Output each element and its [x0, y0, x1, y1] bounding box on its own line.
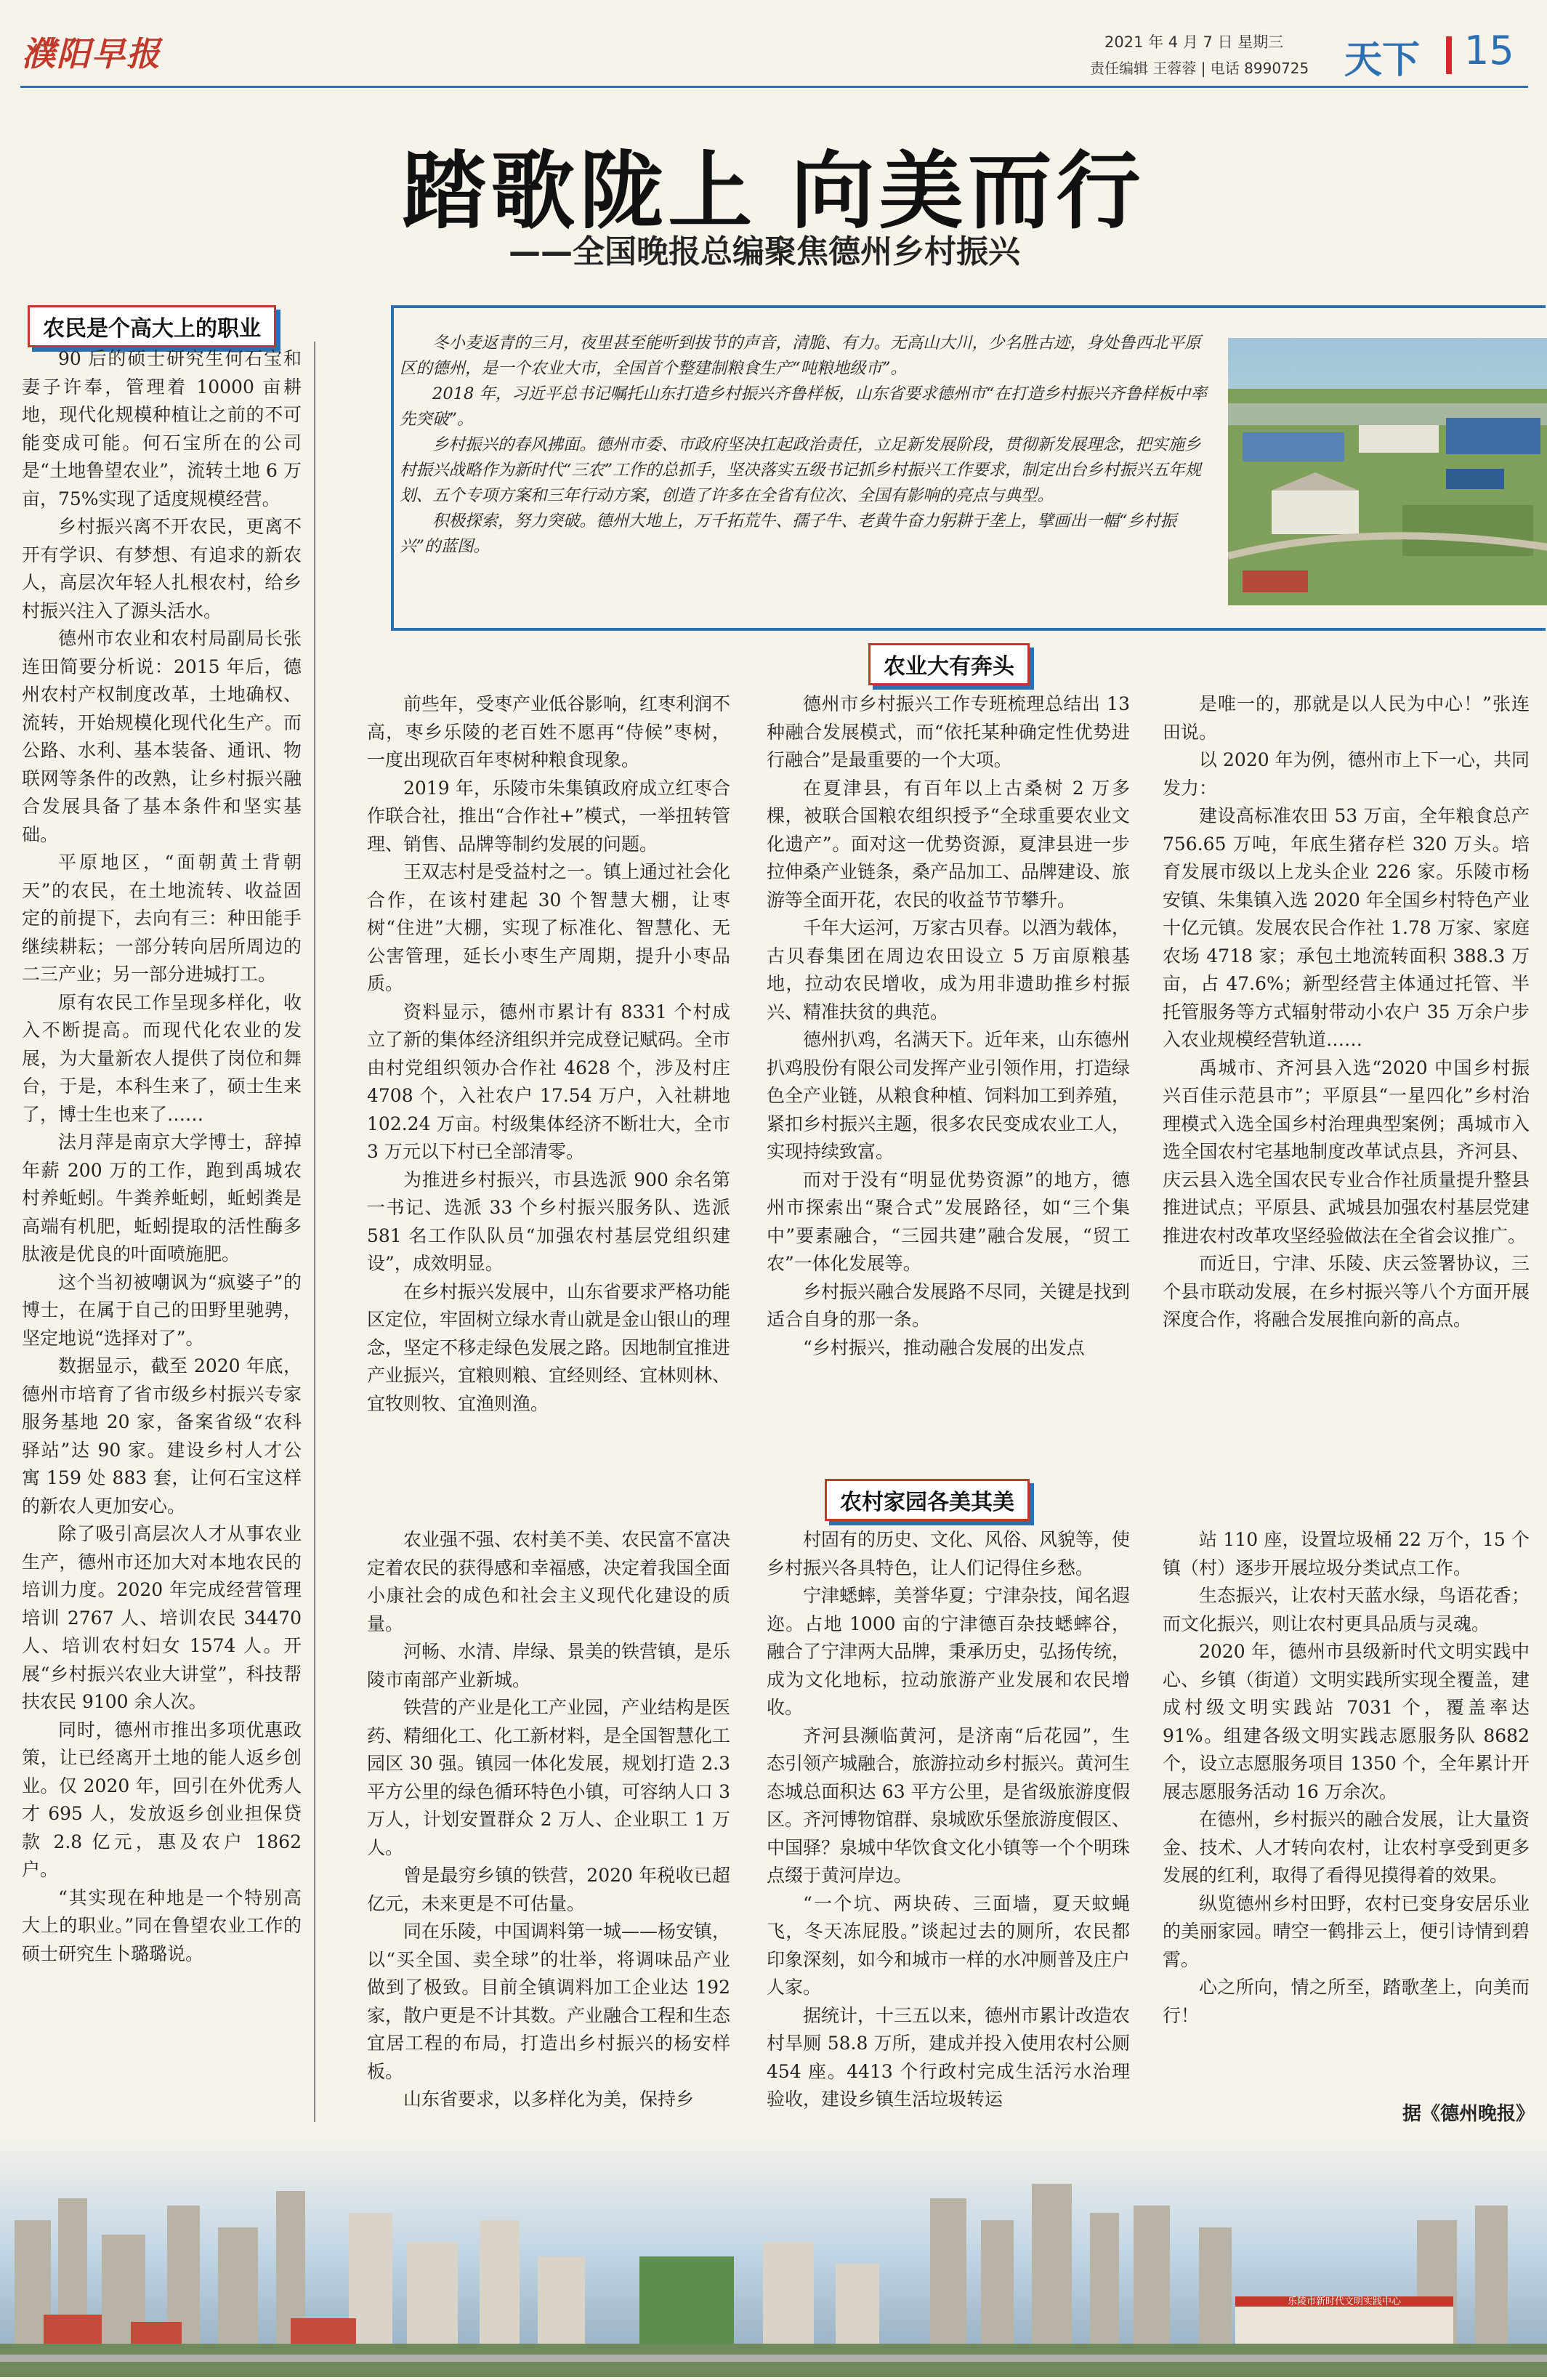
page-number: 15 [1464, 28, 1514, 73]
paragraph: 在德州，乡村振兴的融合发展，让大量资金、技术、人才转向农村，让农村享受到更多发展的红利，取得了看得见摸得着的效果。 [1163, 1809, 1530, 1886]
paragraph: 以 2020 年为例，德州市上下一心，共同发力： [1163, 749, 1530, 799]
paragraph: 齐河县濒临黄河，是济南“后花园”，生态引领产城融合，旅游拉动乡村振兴。黄河生态城总面积达 63 平方公里，是省级旅游度假区。齐河博物馆群、泉城欧乐堡旅游度假区、中国驿？泉城中华饮食文化小镇等一个个明珠点缀于黄河岸边。 [767, 1725, 1131, 1886]
paragraph: 站 110 座，设置垃圾桶 22 万个，15 个镇（村）逐步开展垃圾分类试点工作。 [1163, 1529, 1530, 1578]
home-column-2 [767, 1526, 1130, 2114]
paragraph: 为推进乡村振兴，市县选派 900 余名第一书记、选派 33 个乡村振兴服务队、选派 581 名工作队队员“加强农村基层党组织建设”，成效明显。 [367, 1169, 730, 1274]
paragraph: 2020 年，德州市县级新时代文明实践中心、乡镇（街道）文明实践所实现全覆盖，建成村级文明实践站 7031 个，覆盖率达 91%。组建各级文明实践志愿服务队 8682 个，设立志愿服务项目 1350 个，全年累计开展志愿服务活动 16 万余次。 [1163, 1641, 1530, 1802]
paragraph: 村固有的历史、文化、风俗、风貌等，使乡村振兴各具特色，让人们记得住乡愁。 [767, 1529, 1131, 1578]
paragraph: 而对于没有“明显优势资源”的地方，德州市探索出“聚合式”发展路径，如“三个集中”要素融合，“三园共建”融合发展，“贸工农”一体化发展等。 [767, 1169, 1130, 1274]
paragraph: 前些年，受枣产业低谷影响，红枣利润不高，枣乡乐陵的老百姓不愿再“侍候”枣树，一度出现砍百年枣树种粮食现象。 [367, 693, 731, 770]
section-head-home: 农村家园各美其美 [825, 1479, 1030, 1521]
paragraph: 是唯一的，那就是以人民为中心！”张连田说。 [1163, 693, 1530, 743]
aerial-photo-industrial-park [1228, 338, 1547, 605]
paragraph: 生态振兴，让农村天蓝水绿，鸟语花香；而文化振兴，则让农村更具品质与灵魂。 [1163, 1585, 1530, 1634]
paragraph: 这个当初被嘲讽为“疯婆子”的博士，在属于自己的田野里驰骋，坚定地说“选择对了”。 [22, 1271, 302, 1349]
left-column-text [22, 345, 302, 1968]
city-skyline-photo [0, 2133, 1547, 2377]
home-column-1 [367, 1526, 730, 2114]
header-separator [1446, 36, 1452, 74]
paragraph: 在乡村振兴发展中，山东省要求严格功能区定位，牢固树立绿水青山就是金山银山的理念，坚定不移走绿色发展之路。因地制宜推进产业振兴，宜粮则粮、宜经则经、宜林则林、宜牧则牧、宜渔则渔。 [367, 1280, 731, 1414]
intro-paragraph: 积极探索，努力突破。德州大地上，万千拓荒牛、孺子牛、老黄牛奋力躬耕于垄上，擘画出一幅“乡村振兴”的蓝图。 [400, 512, 1177, 556]
building-sign-text: 乐陵市新时代文明实践中心 [1287, 2296, 1402, 2307]
intro-paragraph: 冬小麦返青的三月，夜里甚至能听到拔节的声音，清脆、有力。无高山大川，少名胜古迹，身处鲁西北平原区的德州，是一个农业大市，全国首个整建制粮食生产“吨粮地级市”。 [400, 334, 1201, 378]
paragraph: 德州市农业和农村局副局长张连田简要分析说：2015 年后，德州农村产权制度改革，土地确权、流转，开始规模化现代化生产。而公路、水利、基本装备、通讯、物联网等条件的改熟，让乡村振兴融合发展具备了基本条件和坚实基础。 [22, 628, 302, 845]
paragraph: 在夏津县，有百年以上古桑树 2 万多棵，被联合国粮农组织授予“全球重要农业文化遗产”。面对这一优势资源，夏津县进一步拉伸桑产业链条，桑产品加工、品牌建设、旅游等全面开花，农民的收益节节攀升。 [767, 777, 1131, 911]
agri-column-2 [767, 690, 1130, 1362]
paragraph: 乡村振兴离不开农民，更离不开有学识、有梦想、有追求的新农人，高层次年轻人扎根农村，给乡村振兴注入了源头活水。 [22, 516, 302, 621]
section-label: 天下 [1344, 39, 1421, 82]
paragraph: 心之所向，情之所至，踏歌垄上，向美而行！ [1163, 1977, 1530, 2026]
home-column-3 [1163, 1526, 1530, 2030]
paragraph: 同在乐陵，中国调料第一城——杨安镇，以“买全国、卖全球”的壮举，将调味品产业做到了极致。目前全镇调料加工企业达 192 家，散户更是不计其数。产业融合工程和生态宜居工程的布局，打造出乡村振兴的杨安样板。 [367, 1921, 731, 2082]
intro-paragraph: 2018 年，习近平总书记嘱托山东打造乡村振兴齐鲁样板，山东省要求德州市“在打造乡村振兴齐鲁样板中率先突破”。 [400, 384, 1207, 429]
paragraph: 德州扒鸡，名满天下。近年来，山东德州扒鸡股份有限公司发挥产业引领作用，打造绿色全产业链，从粮食种植、饲料加工到养殖，紧扣乡村振兴主题，很多农民变成农业工人，实现持续致富。 [767, 1029, 1131, 1162]
paragraph: 据统计，十三五以来，德州市累计改造农村旱厕 58.8 万所，建成并投入使用农村公厕 454 座。4413 个行政村完成生活污水治理验收，建设乡镇生活垃圾转运 [767, 2004, 1131, 2110]
paragraph: 除了吸引高层次人才从事农业生产，德州市还加大对本地农民的培训力度。2020 年完成经营管理培训 2767 人、培训农民 34470 人、培训农村妇女 1574 人。开展“乡村振兴农业大讲堂”，科技帮扶农民 9100 余人次。 [22, 1523, 302, 1712]
paragraph: 数据显示，截至 2020 年底，德州市培育了省市级乡村振兴专家服务基地 20 家，备案省级“农科驿站”达 90 家。建设乡村人才公寓 159 处 883 套，让何石宝这样的新农人更加安心。 [22, 1355, 302, 1517]
paragraph: 千年大运河，万家古贝春。以酒为载体，古贝春集团在周边农田设立 5 万亩原粮基地，拉动农民增收，成为用非遗助推乡村振兴、精准扶贫的典范。 [767, 917, 1131, 1022]
subheadline: ——全国晚报总编聚焦德州乡村振兴 [509, 233, 1020, 270]
intro-text [400, 331, 1210, 560]
paragraph: 宁津蟋蟀，美誉华夏；宁津杂技，闻名遐迩。占地 1000 亩的宁津德百杂技蟋蟀谷，融合了宁津两大品牌，秉承历史，弘扬传统，成为文化地标，拉动旅游产业发展和农民增收。 [767, 1585, 1131, 1718]
section-head-career: 农民是个高大上的职业 [28, 305, 276, 347]
paragraph: 纵览德州乡村田野，农村已变身安居乐业的美丽家园。晴空一鹤排云上，便引诗情到碧霄。 [1163, 1892, 1530, 1970]
paragraph: 建设高标准农田 53 万亩，全年粮食总产 756.65 万吨，年底生猪存栏 320 万头。培育发展市级以上龙头企业 226 家。乐陵市杨安镇、朱集镇入选 2020 年全国乡村特色产业十亿元镇。发展农民合作社 1.78 万家、家庭农场 4718 家；承包土地流转面积 388.3 万亩，占 47.6%；新型经营主体通过托管、半托管服务等方式辐射带动小农户 35 万余户步入农业规模经营轨道…… [1163, 805, 1530, 1050]
header-rule [20, 86, 1528, 88]
paragraph: 法月萍是南京大学博士，辞掉年薪 200 万的工作，跑到禹城农村养蚯蚓。牛粪养蚯蚓，蚯蚓粪是高端有机肥，蚯蚓提取的活性酶多肽液是优良的叶面喷施肥。 [22, 1131, 302, 1264]
agri-column-3 [1163, 690, 1530, 1334]
paragraph: 禹城市、齐河县入选“2020 中国乡村振兴百佳示范县市”；平原县“一星四化”乡村治理模式入选全国乡村治理典型案例；禹城市入选全国农村宅基地制度改革试点县，齐河县、庆云县入选全国农民专业合作社质量提升整县推进试点；平原县、武城县加强农村基层党建推进农村改革攻坚经验做法在全省会议推广。 [1163, 1057, 1530, 1246]
paragraph: “一个坑、两块砖、三面墙，夏天蚊蝇飞，冬天冻屁股。”谈起过去的厕所，农民都印象深刻，如今和城市一样的水冲厕普及庄户人家。 [767, 1892, 1131, 1998]
paragraph: 原有农民工作呈现多样化，收入不断提高。而现代化农业的发展，为大量新农人提供了岗位和舞台，于是，本科生来了，硕士生来了，博士生也来了…… [22, 991, 302, 1125]
paragraph: 资料显示，德州市累计有 8331 个村成立了新的集体经济组织并完成登记赋码。全市由村党组织领办合作社 4628 个，涉及村庄 4708 个，入社农户 17.54 万户，入社耕地 102.24 万亩。村级集体经济不断壮大，全市 3 万元以下村已全部清零。 [367, 1001, 731, 1162]
column-rule [314, 342, 315, 2122]
paragraph: 铁营的产业是化工产业园，产业结构是医药、精细化工、化工新材料，是全国智慧化工园区 30 强。镇园一体化发展，规划打造 2.3 平方公里的绿色循环特色小镇，可容纳人口 3 万人，计划安置群众 2 万人、企业职工 1 万人。 [367, 1697, 731, 1858]
paragraph: 同时，德州市推出多项优惠政策，让已经离开土地的能人返乡创业。仅 2020 年，回引在外优秀人才 695 人，发放返乡创业担保贷款 2.8 亿元，惠及农户 1862 户。 [22, 1719, 302, 1880]
paragraph: 而近日，宁津、乐陵、庆云签署协议，三个县市联动发展，在乡村振兴等八个方面开展深度合作，将融合发展推向新的高点。 [1163, 1253, 1530, 1330]
headline: 踏歌陇上 向美而行 [402, 142, 1145, 241]
masthead-logo: 濮阳早报 [22, 34, 161, 73]
intro-paragraph: 乡村振兴的春风拂面。德州市委、市政府坚决扛起政治责任，立足新发展阶段，贯彻新发展理念，把实施乡村振兴战略作为新时代“三农”工作的总抓手，坚决落实五级书记抓乡村振兴工作要求，制定出台乡村振兴五年规划、五个专项方案和三年行动方案，创造了许多在全省有位次、全国有影响的亮点与典型。 [400, 435, 1202, 505]
paragraph: 德州市乡村振兴工作专班梳理总结出 13 种融合发展模式，而“依托某种确定性优势进行融合”是最重要的一个大项。 [767, 693, 1130, 770]
section-head-agriculture: 农业大有奔头 [868, 643, 1030, 685]
paragraph: “乡村振兴，推动融合发展的出发点 [803, 1336, 1085, 1358]
source-credit: 据《德州晚报》 [1402, 2103, 1535, 2125]
paragraph: 2019 年，乐陵市朱集镇政府成立红枣合作联合社，推出“合作社+”模式，一举扭转管理、销售、品牌等制约发展的问题。 [367, 777, 730, 855]
agri-column-1 [367, 690, 730, 1418]
paragraph: 农业强不强、农村美不美、农民富不富决定着农民的获得感和幸福感，决定着我国全面小康社会的成色和社会主义现代化建设的质量。 [367, 1529, 731, 1634]
paragraph: 平原地区，“面朝黄土背朝天”的农民，在土地流转、收益固定的前提下，去向有三：种田能手继续耕耘；一部分转向居所周边的二三产业；另一部分进城打工。 [22, 852, 302, 985]
paragraph: 河畅、水清、岸绿、景美的铁营镇，是乐陵市南部产业新城。 [367, 1641, 731, 1690]
paragraph: “其实现在种地是一个特别高大上的职业。”同在鲁望农业工作的硕士研究生卜璐璐说。 [22, 1887, 302, 1964]
paragraph: 山东省要求，以多样化为美，保持乡 [403, 2089, 695, 2110]
paragraph: 90 后的硕士研究生何石宝和妻子许奉，管理着 10000 亩耕地，现代化规模种植让之前的不可能变成可能。何石宝所在的公司是“土地鲁望农业”，流转土地 6 万亩，75%实现了适度规模经营。 [22, 348, 302, 509]
paragraph: 曾是最穷乡镇的铁营，2020 年税收已超亿元，未来更是不可估量。 [367, 1865, 730, 1914]
paragraph: 王双志村是受益村之一。镇上通过社会化合作，在该村建起 30 个智慧大棚，让枣树“住进”大棚，实现了标准化、智慧化、无公害管理，延长小枣生产周期，提升小枣品质。 [367, 861, 731, 994]
editor-line: 责任编辑 王蓉蓉 | 电话 8990725 [1090, 60, 1309, 77]
paragraph: 乡村振兴融合发展路不尽同，关键是找到适合自身的那一条。 [767, 1280, 1131, 1330]
dateline: 2021 年 4 月 7 日 星期三 [1104, 33, 1284, 51]
